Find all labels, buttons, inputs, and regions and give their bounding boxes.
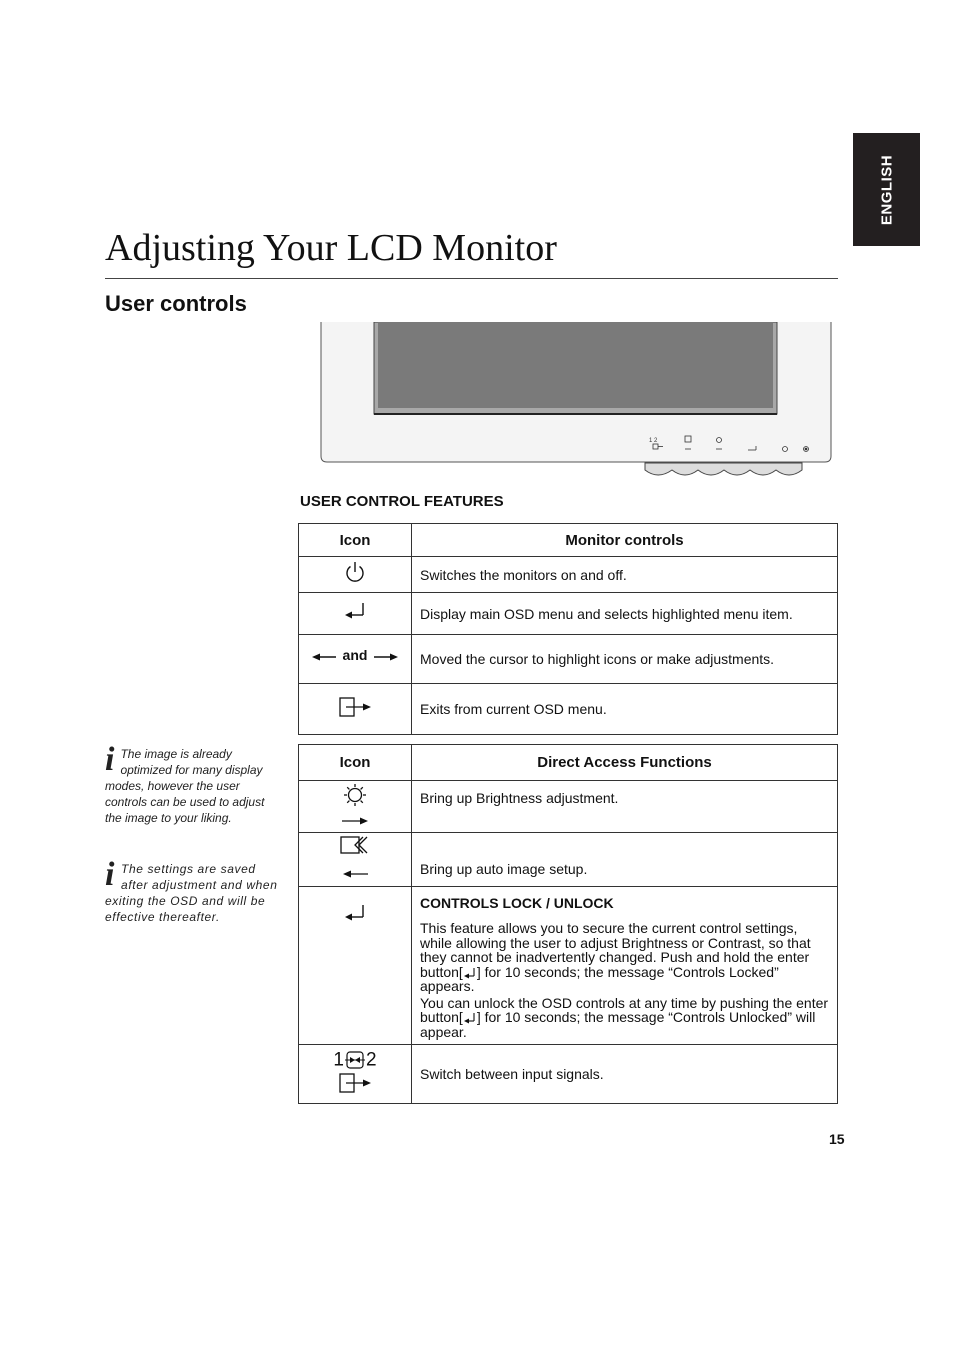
table-row xyxy=(299,593,838,635)
cursor-description: Moved the cursor to highlight icons or make adjustments. xyxy=(412,635,838,684)
controls-unlock-paragraph xyxy=(420,996,831,1040)
enter-icon xyxy=(342,601,368,621)
unlock-text: You can unlock the OSD controls at any time by pushing the enter button[ xyxy=(420,994,829,1025)
info-icon: i xyxy=(105,741,115,778)
exit-description: Exits from current OSD menu. xyxy=(412,684,838,735)
controls-lock-cell xyxy=(412,887,838,1045)
swap-arrows-icon xyxy=(344,1050,366,1070)
page-title: Adjusting Your LCD Monitor xyxy=(105,227,557,269)
unlock-text: ] for 10 seconds; the message “Controls Unlocked” will appear. xyxy=(420,1009,816,1040)
controls-lock-paragraph xyxy=(420,921,831,994)
brightness-icon xyxy=(340,781,370,827)
side-note xyxy=(105,856,280,925)
enter-icon xyxy=(342,903,368,923)
language-tab xyxy=(853,133,920,246)
table-row xyxy=(299,684,838,735)
power-description: Switches the monitors on and off. xyxy=(412,557,838,593)
input-switch-icon xyxy=(333,1050,376,1098)
exit-icon xyxy=(338,1072,372,1094)
right-arrow-icon xyxy=(373,651,399,663)
auto-image-icon xyxy=(338,834,372,880)
auto-image-description: Bring up auto image setup. xyxy=(412,833,838,887)
enter-icon xyxy=(463,1012,477,1024)
monitor-controls-column-header: Monitor controls xyxy=(412,524,838,557)
table-row xyxy=(299,557,838,593)
title-divider xyxy=(105,278,838,279)
monitor-illustration xyxy=(318,322,833,482)
table-header-row xyxy=(299,524,838,557)
icon-column-header: Icon xyxy=(299,745,412,781)
table-row xyxy=(299,781,838,833)
direct-access-table xyxy=(298,744,838,1104)
features-heading: USER CONTROL FEATURES xyxy=(300,493,504,510)
controls-lock-title: CONTROLS LOCK / UNLOCK xyxy=(420,895,614,911)
monitor-controls-table xyxy=(298,523,838,735)
direct-access-column-header: Direct Access Functions xyxy=(412,745,838,781)
power-icon xyxy=(343,560,367,584)
enter-icon xyxy=(463,967,477,979)
left-arrow-icon xyxy=(311,651,337,663)
section-title: User controls xyxy=(105,291,247,316)
icon-column-header: Icon xyxy=(299,524,412,557)
page-number: 15 xyxy=(829,1131,845,1147)
input-label-2: 2 xyxy=(366,1049,377,1070)
lock-text: This feature allows you to secure the current control settings, while allowing the user to adjust Brightness or Contrast, so that they cannot be inadvertently changed. Push and hold the enter button[ xyxy=(420,920,811,980)
front-buttons xyxy=(645,463,802,475)
exit-icon xyxy=(338,696,372,718)
table-header-row xyxy=(299,745,838,781)
table-row xyxy=(299,887,838,1045)
table-row xyxy=(299,833,838,887)
monitor-panel-label: 1 2 xyxy=(649,438,658,444)
table-row xyxy=(299,635,838,684)
input-switch-description: Switch between input signals. xyxy=(412,1045,838,1104)
input-label-1: 1 xyxy=(333,1049,344,1070)
brightness-description: Bring up Brightness adjustment. xyxy=(412,781,838,833)
lock-text: ] for 10 seconds; the message “Controls Locked” appears. xyxy=(420,963,779,994)
enter-description: Display main OSD menu and selects highlighted menu item. xyxy=(412,593,838,635)
side-note xyxy=(105,741,280,826)
side-note-text: The settings are saved after adjustment and when exiting the OSD and will be effective thereafter. xyxy=(105,862,278,924)
table-row xyxy=(299,1045,838,1104)
side-note-text: The image is already optimized for many display modes, however the user controls can be used to adjust the image to your liking. xyxy=(105,747,265,825)
and-label: and xyxy=(342,647,368,663)
language-tab-label: ENGLISH xyxy=(878,154,895,225)
info-icon: i xyxy=(105,856,116,893)
